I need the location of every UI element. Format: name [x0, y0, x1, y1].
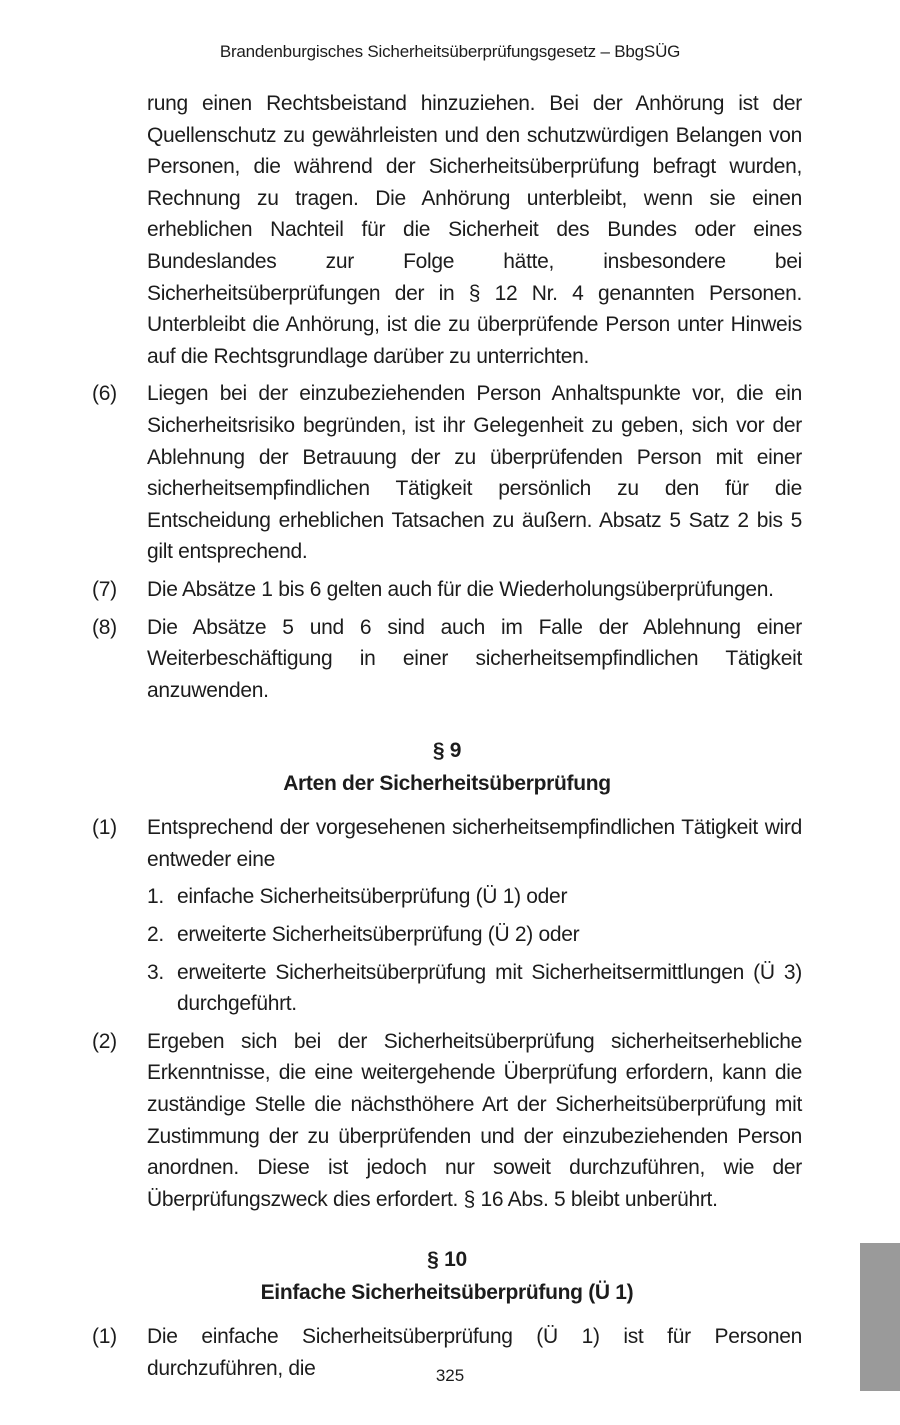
paragraph-text: Ergeben sich bei der Sicherheitsüberprüfung sicherheitserhebliche Erkenntnisse, die eine weitergehende Überprüfung erfordern, kann die zuständige Stelle die nächsthöhere Art der Sicherheitsüberprüfung mit Zustimmung der zu überprüfenden und der einzubeziehenden Person anordnen. Diese ist jedoch nur soweit durchzuführen, wie der Überprüfungszweck dies erfordert. § 16 Abs. 5 bleibt unberührt. [147, 1029, 802, 1211]
section9-paragraph-2 [92, 1026, 802, 1216]
page-body [92, 88, 802, 1391]
list-item [147, 957, 802, 1020]
list-item-number: 3. [147, 960, 164, 984]
paragraph-number: (1) [92, 816, 117, 840]
paragraph-text: Die Absätze 5 und 6 sind auch im Falle der Ablehnung einer Weiterbeschäftigung in einer sicherheitsempfindlichen Tätigkeit anzuwenden. [147, 615, 802, 702]
paragraph-text: Liegen bei der einzubeziehenden Person Anhaltspunkte vor, die ein Sicherheitsrisiko begründen, ist ihr Gelegenheit zu geben, sich vor der Ablehnung der Betrauung der zu überprüfenden Person mit einer sicherheitsempfindlichen Tätigkeit persönlich zu den für die Entscheidung erheblichen Tatsachen zu äußern. Absatz 5 Satz 2 bis 5 gilt entsprechend. [147, 382, 802, 564]
section9-title: Arten der Sicherheitsüberprüfung [283, 772, 611, 796]
section9-paragraph-1 [92, 812, 802, 875]
list-item [147, 881, 802, 913]
paragraph-text: Entsprechend der vorgesehenen sicherheitsempfindlichen Tätigkeit wird entweder eine [147, 816, 802, 871]
section10-heading [92, 1243, 802, 1309]
section10-title: Einfache Sicherheitsüberprüfung (Ü 1) [260, 1281, 634, 1305]
paragraph-number: (2) [92, 1029, 117, 1053]
list-item-number: 1. [147, 885, 164, 909]
section9-list [147, 881, 802, 1019]
running-header: Brandenburgisches Sicherheitsüberprüfungsgesetz – BbgSÜG [219, 42, 681, 61]
page-number: 325 [435, 1366, 465, 1385]
section9-number: § 9 [432, 739, 462, 763]
paragraph-number: (8) [92, 615, 117, 639]
list-item-text: erweiterte Sicherheitsüberprüfung (Ü 2) oder [177, 923, 580, 947]
section8-paragraph-7 [92, 574, 802, 606]
paragraph-text: Die Absätze 1 bis 6 gelten auch für die Wiederholungsüberprüfungen. [147, 577, 774, 601]
section10-number: § 10 [427, 1248, 467, 1272]
list-item [147, 919, 802, 951]
paragraph-continuation: rung einen Rechtsbeistand hinzuziehen. Bei der Anhörung ist der Quellenschutz zu gewährleisten und den schutzwürdigen Belangen von Personen, die während der Sicherheitsüberprüfung befragt wurden, Rechnung zu tragen. Die Anhörung unterbleibt, wenn sie einen erheblichen Nachteil für die Sicherheit des Bundes oder eines Bundeslandes zur Folge hätte, insbesondere bei Sicherheitsüberprüfungen der in § 12 Nr. 4 genannten Personen. Unterbleibt die Anhörung, ist die zu überprüfende Person unter Hinweis auf die Rechtsgrundlage darüber zu unterrichten. [147, 92, 802, 368]
paragraph-text: Die einfache Sicherheitsüberprüfung (Ü 1) ist für Personen durchzuführen, die [147, 1325, 802, 1380]
list-item-text: einfache Sicherheitsüberprüfung (Ü 1) oder [177, 885, 568, 909]
section8-paragraph-8 [92, 612, 802, 707]
list-item-number: 2. [147, 923, 164, 947]
paragraph-number: (7) [92, 577, 117, 601]
paragraph-number: (6) [92, 382, 117, 406]
section8-paragraph-6 [92, 378, 802, 568]
list-item-text: erweiterte Sicherheitsüberprüfung mit Sicherheitsermittlungen (Ü 3) durchgeführt. [177, 960, 802, 1016]
paragraph-number: (1) [92, 1325, 117, 1349]
section9-heading [92, 734, 802, 800]
